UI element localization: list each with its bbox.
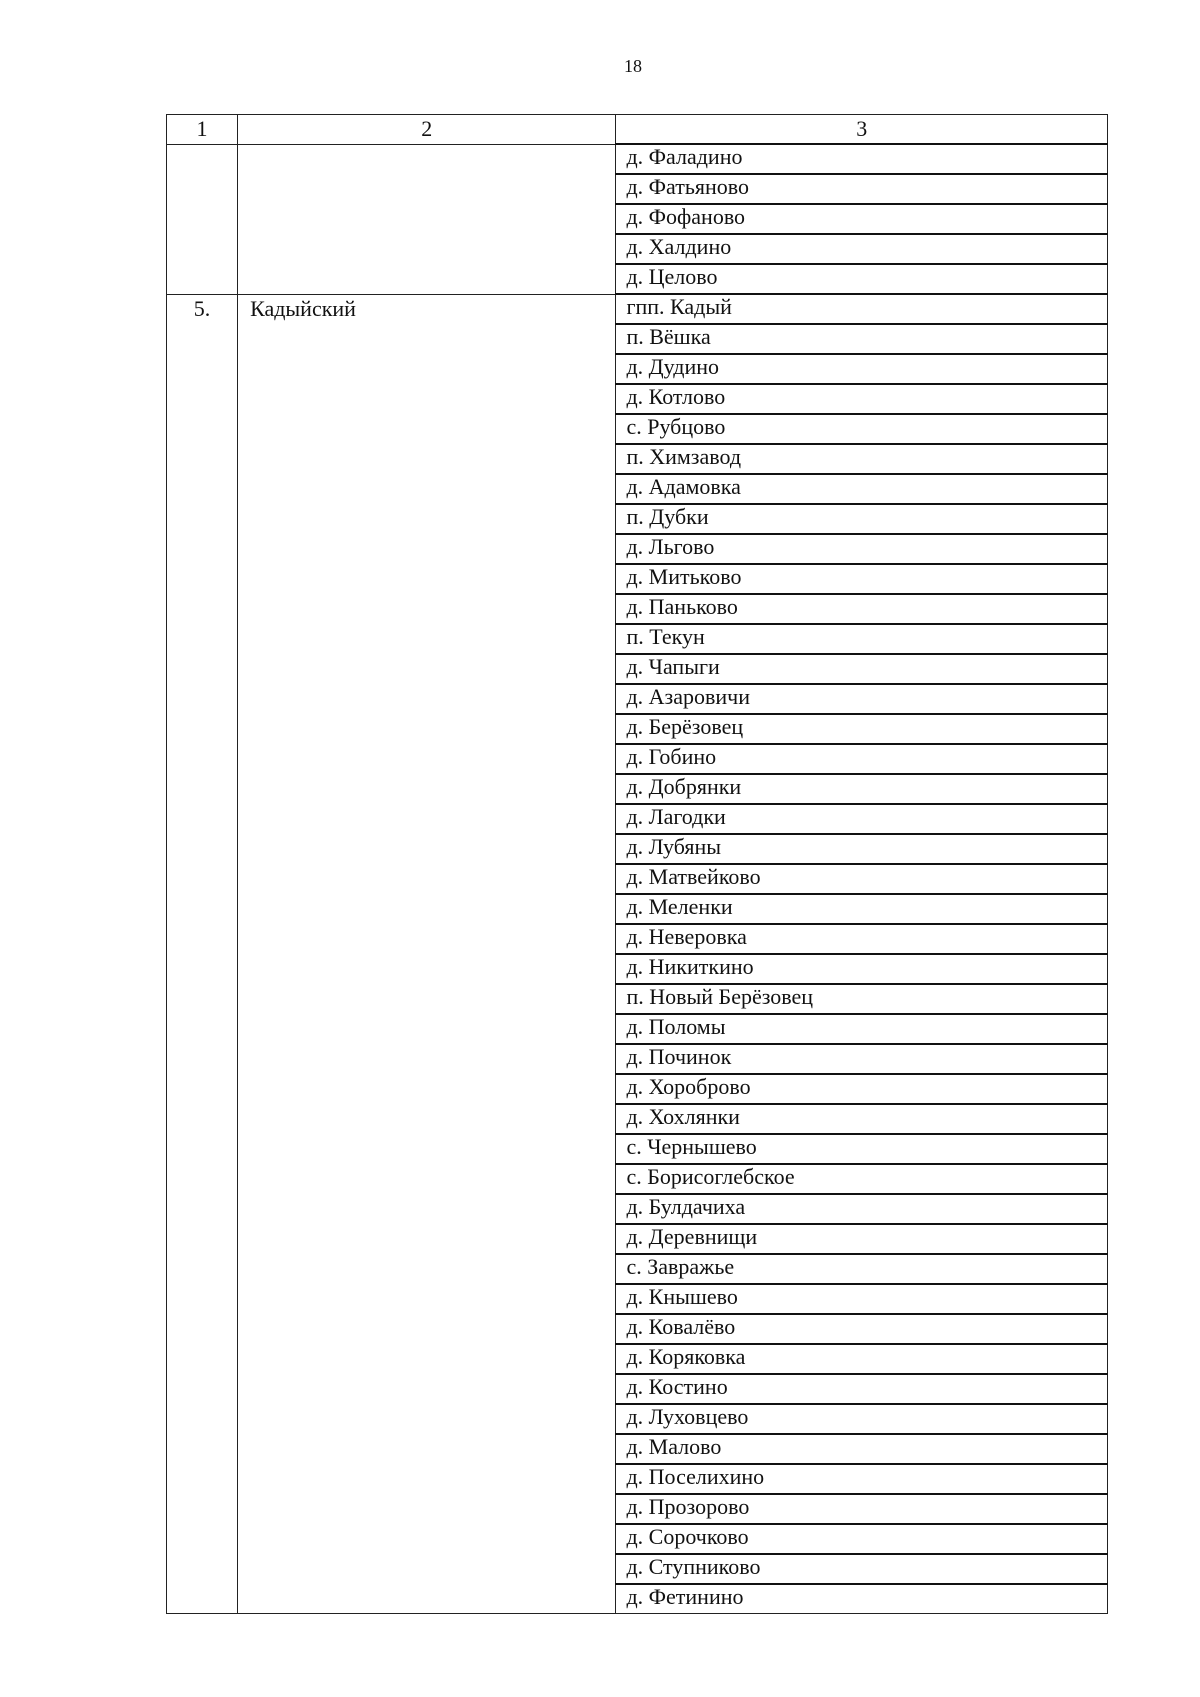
settlement-name: д. Адамовка: [616, 474, 1108, 504]
settlement-name: д. Лагодки: [616, 804, 1108, 834]
table-body: [167, 115, 1108, 1614]
settlement-name: д. Хохлянки: [616, 1104, 1108, 1134]
district-name-cell: [238, 294, 616, 1614]
settlements-table: [166, 114, 1108, 1614]
table-row: [167, 144, 1108, 174]
settlement-name: д. Фетинино: [616, 1584, 1108, 1614]
settlement-name: д. Поселихино: [616, 1464, 1108, 1494]
settlement-name: д. Неверовка: [616, 924, 1108, 954]
settlement-name: д. Булдачиха: [616, 1194, 1108, 1224]
district-name: [238, 145, 615, 147]
settlement-name: д. Меленки: [616, 894, 1108, 924]
settlement-name: д. Фофаново: [616, 204, 1108, 234]
page-number: 18: [624, 56, 642, 76]
header-col-3: 3: [616, 115, 1108, 145]
settlement-name: д. Паньково: [616, 594, 1108, 624]
settlement-name: д. Прозорово: [616, 1494, 1108, 1524]
settlement-name: д. Ковалёво: [616, 1314, 1108, 1344]
table-row: [167, 294, 1108, 324]
settlement-name: с. Завражье: [616, 1254, 1108, 1284]
settlement-name: д. Добрянки: [616, 774, 1108, 804]
header-col-1: 1: [167, 115, 238, 145]
settlement-name: д. Берёзовец: [616, 714, 1108, 744]
settlement-name: п. Химзавод: [616, 444, 1108, 474]
table-header-row: [167, 115, 1108, 145]
settlement-name: д. Хороброво: [616, 1074, 1108, 1104]
settlement-name: д. Матвейково: [616, 864, 1108, 894]
settlement-name: д. Фатьяново: [616, 174, 1108, 204]
settlement-name: д. Кнышево: [616, 1284, 1108, 1314]
settlement-name: д. Халдино: [616, 234, 1108, 264]
settlement-name: д. Сорочково: [616, 1524, 1108, 1554]
settlement-name: д. Коряковка: [616, 1344, 1108, 1374]
settlement-name: с. Борисоглебское: [616, 1164, 1108, 1194]
settlement-name: д. Луховцево: [616, 1404, 1108, 1434]
settlement-name: д. Поломы: [616, 1014, 1108, 1044]
settlement-name: д. Деревнищи: [616, 1224, 1108, 1254]
settlement-name: п. Дубки: [616, 504, 1108, 534]
district-number: 5.: [193, 295, 211, 321]
district-name: Кадыйский: [250, 295, 356, 321]
district-name-cell: [238, 144, 616, 294]
district-number-cell: [167, 294, 238, 1614]
settlement-name: п. Новый Берёзовец: [616, 984, 1108, 1014]
settlement-name: д. Котлово: [616, 384, 1108, 414]
settlement-name: д. Митьково: [616, 564, 1108, 594]
settlement-name: д. Гобино: [616, 744, 1108, 774]
settlement-name: д. Малово: [616, 1434, 1108, 1464]
settlement-name: д. Дудино: [616, 354, 1108, 384]
settlement-name: д. Ступниково: [616, 1554, 1108, 1584]
settlement-name: д. Целово: [616, 264, 1108, 294]
settlement-name: д. Льгово: [616, 534, 1108, 564]
settlement-name: д. Азаровичи: [616, 684, 1108, 714]
settlement-name: д. Лубяны: [616, 834, 1108, 864]
district-number: [167, 145, 237, 147]
settlement-name: д. Починок: [616, 1044, 1108, 1074]
settlement-name: п. Вёшка: [616, 324, 1108, 354]
settlement-name: п. Текун: [616, 624, 1108, 654]
settlement-name: гпп. Кадый: [616, 294, 1108, 324]
settlement-name: с. Рубцово: [616, 414, 1108, 444]
settlement-name: с. Чернышево: [616, 1134, 1108, 1164]
header-col-2: 2: [238, 115, 616, 145]
settlement-name: д. Фаладино: [616, 144, 1108, 174]
settlement-name: д. Костино: [616, 1374, 1108, 1404]
district-number-cell: [167, 144, 238, 294]
settlement-name: д. Никиткино: [616, 954, 1108, 984]
settlement-name: д. Чапыги: [616, 654, 1108, 684]
